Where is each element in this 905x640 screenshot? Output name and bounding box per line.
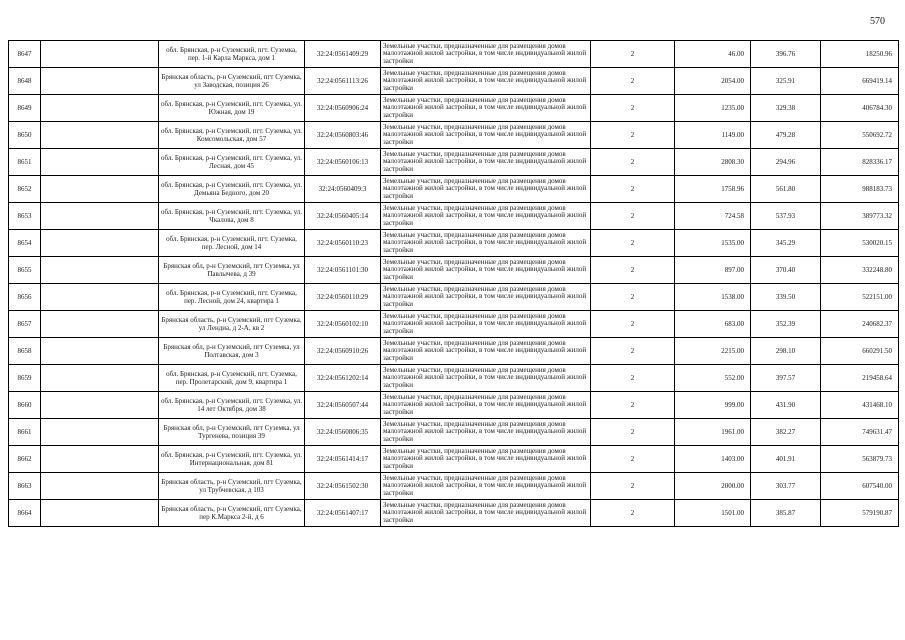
specific-value-cell: 370.40 <box>751 257 821 284</box>
table-row <box>9 392 899 419</box>
specific-value-cell: 431.90 <box>751 392 821 419</box>
cadastral-value-table <box>8 40 899 527</box>
specific-value-cell: 396.76 <box>751 41 821 68</box>
row-number: 8656 <box>9 284 41 311</box>
table-row <box>9 41 899 68</box>
row-number: 8660 <box>9 392 41 419</box>
category-cell: 2 <box>591 392 675 419</box>
land-use-cell: Земельные участки, предназначенные для размещения домов малоэтажной жилой застройки, в том числе индивидуальной жилой застройки <box>381 122 591 149</box>
cadastral-value-cell: 563879.73 <box>821 446 899 473</box>
land-use-cell: Земельные участки, предназначенные для размещения домов малоэтажной жилой застройки, в том числе индивидуальной жилой застройки <box>381 500 591 527</box>
land-use-cell: Земельные участки, предназначенные для размещения домов малоэтажной жилой застройки, в том числе индивидуальной жилой застройки <box>381 203 591 230</box>
area-cell: 46.00 <box>675 41 751 68</box>
table-row <box>9 95 899 122</box>
address-cell: Брянская область, р-н Суземский, пгт Суземка, ул Лендиа, д 2-А, кв 2 <box>159 311 305 338</box>
row-number: 8662 <box>9 446 41 473</box>
blank-cell <box>41 41 159 68</box>
area-cell: 683.00 <box>675 311 751 338</box>
blank-cell <box>41 203 159 230</box>
area-cell: 999.00 <box>675 392 751 419</box>
blank-cell <box>41 365 159 392</box>
category-cell: 2 <box>591 500 675 527</box>
blank-cell <box>41 122 159 149</box>
area-cell: 2000.00 <box>675 473 751 500</box>
category-cell: 2 <box>591 95 675 122</box>
address-cell: обл. Брянская, р-н Суземский, пгт. Суземка, пер. Лесной, дом 14 <box>159 230 305 257</box>
area-cell: 1501.00 <box>675 500 751 527</box>
cadastral-value-cell: 530020.15 <box>821 230 899 257</box>
cadastral-number-cell: 32:24:0560507:44 <box>305 392 381 419</box>
cadastral-number-cell: 32:24:0560405:14 <box>305 203 381 230</box>
address-cell: обл. Брянская, р-н Суземский, пгт. Суземка, пер. Пролетарский, дом 9, квартира 1 <box>159 365 305 392</box>
row-number: 8654 <box>9 230 41 257</box>
land-use-cell: Земельные участки, предназначенные для размещения домов малоэтажной жилой застройки, в том числе индивидуальной жилой застройки <box>381 392 591 419</box>
cadastral-value-cell: 550692.72 <box>821 122 899 149</box>
land-use-cell: Земельные участки, предназначенные для размещения домов малоэтажной жилой застройки, в том числе индивидуальной жилой застройки <box>381 149 591 176</box>
specific-value-cell: 479.28 <box>751 122 821 149</box>
row-number: 8651 <box>9 149 41 176</box>
address-cell: обл. Брянская, р-н Суземский, пгт. Суземка, ул. Лесная, дом 45 <box>159 149 305 176</box>
cadastral-value-cell: 660291.50 <box>821 338 899 365</box>
specific-value-cell: 339.50 <box>751 284 821 311</box>
cadastral-value-cell: 219458.64 <box>821 365 899 392</box>
specific-value-cell: 303.77 <box>751 473 821 500</box>
land-use-cell: Земельные участки, предназначенные для размещения домов малоэтажной жилой застройки, в том числе индивидуальной жилой застройки <box>381 284 591 311</box>
cadastral-value-cell: 988183.73 <box>821 176 899 203</box>
land-use-cell: Земельные участки, предназначенные для размещения домов малоэтажной жилой застройки, в том числе индивидуальной жилой застройки <box>381 257 591 284</box>
blank-cell <box>41 500 159 527</box>
address-cell: обл. Брянская, р-н Суземский, пгт. Суземка, пер. Лесной, дом 24, квартира 1 <box>159 284 305 311</box>
area-cell: 1235.00 <box>675 95 751 122</box>
table-row <box>9 284 899 311</box>
category-cell: 2 <box>591 365 675 392</box>
blank-cell <box>41 338 159 365</box>
cadastral-value-cell: 389773.32 <box>821 203 899 230</box>
land-use-cell: Земельные участки, предназначенные для размещения домов малоэтажной жилой застройки, в том числе индивидуальной жилой застройки <box>381 95 591 122</box>
table-row <box>9 500 899 527</box>
address-cell: обл. Брянская, р-н Суземский, пгт. Суземка, ул. Интернациональная, дом 81 <box>159 446 305 473</box>
category-cell: 2 <box>591 203 675 230</box>
category-cell: 2 <box>591 149 675 176</box>
blank-cell <box>41 230 159 257</box>
table-row <box>9 122 899 149</box>
address-cell: Брянская область, р-н Суземский, пгт Суземка, пер К.Маркса 2-й, д 6 <box>159 500 305 527</box>
specific-value-cell: 345.29 <box>751 230 821 257</box>
row-number: 8655 <box>9 257 41 284</box>
cadastral-number-cell: 32:24:0561502:30 <box>305 473 381 500</box>
cadastral-value-cell: 332248.80 <box>821 257 899 284</box>
area-cell: 2215.00 <box>675 338 751 365</box>
blank-cell <box>41 68 159 95</box>
row-number: 8648 <box>9 68 41 95</box>
blank-cell <box>41 176 159 203</box>
table-row <box>9 176 899 203</box>
category-cell: 2 <box>591 446 675 473</box>
specific-value-cell: 382.27 <box>751 419 821 446</box>
land-use-cell: Земельные участки, предназначенные для размещения домов малоэтажной жилой застройки, в том числе индивидуальной жилой застройки <box>381 230 591 257</box>
specific-value-cell: 329.38 <box>751 95 821 122</box>
area-cell: 1149.00 <box>675 122 751 149</box>
area-cell: 1403.00 <box>675 446 751 473</box>
cadastral-value-cell: 607540.00 <box>821 473 899 500</box>
cadastral-number-cell: 32:24:0561407:17 <box>305 500 381 527</box>
cadastral-number-cell: 32:24:0560409:3 <box>305 176 381 203</box>
cadastral-value-cell: 240682.37 <box>821 311 899 338</box>
cadastral-number-cell: 32:24:0560910:26 <box>305 338 381 365</box>
cadastral-number-cell: 32:24:0561414:17 <box>305 446 381 473</box>
area-cell: 2808.30 <box>675 149 751 176</box>
area-cell: 1538.00 <box>675 284 751 311</box>
cadastral-value-cell: 828336.17 <box>821 149 899 176</box>
table-row <box>9 257 899 284</box>
blank-cell <box>41 284 159 311</box>
row-number: 8661 <box>9 419 41 446</box>
cadastral-number-cell: 32:24:0561202:14 <box>305 365 381 392</box>
cadastral-number-cell: 32:24:0560806:35 <box>305 419 381 446</box>
row-number: 8653 <box>9 203 41 230</box>
address-cell: Брянская область, р-н Суземский, пгт Суземка, ул Заводская, позиция 26 <box>159 68 305 95</box>
table-row <box>9 203 899 230</box>
row-number: 8659 <box>9 365 41 392</box>
land-use-cell: Земельные участки, предназначенные для размещения домов малоэтажной жилой застройки, в том числе индивидуальной жилой застройки <box>381 338 591 365</box>
specific-value-cell: 298.10 <box>751 338 821 365</box>
row-number: 8652 <box>9 176 41 203</box>
address-cell: Брянская область, р-н Суземский, пгт Суземка, ул Трубчевская, д 103 <box>159 473 305 500</box>
specific-value-cell: 561.80 <box>751 176 821 203</box>
land-use-cell: Земельные участки, предназначенные для размещения домов малоэтажной жилой застройки, в том числе индивидуальной жилой застройки <box>381 41 591 68</box>
category-cell: 2 <box>591 176 675 203</box>
specific-value-cell: 401.91 <box>751 446 821 473</box>
land-use-cell: Земельные участки, предназначенные для размещения домов малоэтажной жилой застройки, в том числе индивидуальной жилой застройки <box>381 419 591 446</box>
blank-cell <box>41 446 159 473</box>
land-use-cell: Земельные участки, предназначенные для размещения домов малоэтажной жилой застройки, в том числе индивидуальной жилой застройки <box>381 311 591 338</box>
blank-cell <box>41 149 159 176</box>
table-row <box>9 311 899 338</box>
area-cell: 1961.00 <box>675 419 751 446</box>
table-row <box>9 230 899 257</box>
cadastral-number-cell: 32:24:0561113:26 <box>305 68 381 95</box>
specific-value-cell: 352.39 <box>751 311 821 338</box>
address-cell: обл. Брянская, р-н Суземский, пгт. Суземка, ул. Комсомольская, дом 57 <box>159 122 305 149</box>
cadastral-number-cell: 32:24:0560803:46 <box>305 122 381 149</box>
cadastral-number-cell: 32:24:0560110:23 <box>305 230 381 257</box>
address-cell: обл. Брянская, р-н Суземский, пгт. Суземка, ул. Южная, дом 19 <box>159 95 305 122</box>
table-row <box>9 473 899 500</box>
land-use-cell: Земельные участки, предназначенные для размещения домов малоэтажной жилой застройки, в том числе индивидуальной жилой застройки <box>381 446 591 473</box>
category-cell: 2 <box>591 419 675 446</box>
row-number: 8649 <box>9 95 41 122</box>
cadastral-number-cell: 32:24:0561101:30 <box>305 257 381 284</box>
cadastral-number-cell: 32:24:0560102:10 <box>305 311 381 338</box>
category-cell: 2 <box>591 122 675 149</box>
land-use-cell: Земельные участки, предназначенные для размещения домов малоэтажной жилой застройки, в том числе индивидуальной жилой застройки <box>381 68 591 95</box>
area-cell: 552.00 <box>675 365 751 392</box>
cadastral-value-cell: 406784.30 <box>821 95 899 122</box>
address-cell: обл. Брянская, р-н Суземский, пгт. Суземка, ул. Демьяна Бедного, дом 20 <box>159 176 305 203</box>
cadastral-number-cell: 32:24:0561409:29 <box>305 41 381 68</box>
category-cell: 2 <box>591 473 675 500</box>
cadastral-number-cell: 32:24:0560906:24 <box>305 95 381 122</box>
cadastral-value-cell: 431468.10 <box>821 392 899 419</box>
row-number: 8650 <box>9 122 41 149</box>
table-row <box>9 419 899 446</box>
row-number: 8664 <box>9 500 41 527</box>
specific-value-cell: 537.93 <box>751 203 821 230</box>
table-row <box>9 365 899 392</box>
row-number: 8657 <box>9 311 41 338</box>
table-row <box>9 338 899 365</box>
address-cell: Брянская обл, р-н Суземский, пгт Суземка, ул Павлычева, д 39 <box>159 257 305 284</box>
land-use-cell: Земельные участки, предназначенные для размещения домов малоэтажной жилой застройки, в том числе индивидуальной жилой застройки <box>381 365 591 392</box>
category-cell: 2 <box>591 311 675 338</box>
cadastral-value-cell: 579190.87 <box>821 500 899 527</box>
table-row <box>9 68 899 95</box>
row-number: 8647 <box>9 41 41 68</box>
blank-cell <box>41 473 159 500</box>
address-cell: Брянская обл, р-н Суземский, пгт Суземка, ул Тургенева, позиция 39 <box>159 419 305 446</box>
area-cell: 897.00 <box>675 257 751 284</box>
specific-value-cell: 397.57 <box>751 365 821 392</box>
specific-value-cell: 294.96 <box>751 149 821 176</box>
land-use-cell: Земельные участки, предназначенные для размещения домов малоэтажной жилой застройки, в том числе индивидуальной жилой застройки <box>381 176 591 203</box>
blank-cell <box>41 392 159 419</box>
land-use-cell: Земельные участки, предназначенные для размещения домов малоэтажной жилой застройки, в том числе индивидуальной жилой застройки <box>381 473 591 500</box>
cadastral-number-cell: 32:24:0560110:29 <box>305 284 381 311</box>
table-body <box>9 41 899 527</box>
cadastral-value-cell: 522151.00 <box>821 284 899 311</box>
category-cell: 2 <box>591 284 675 311</box>
address-cell: обл. Брянская, р-н Суземский, пгт. Суземка, пер. 1-й Карла Маркса, дом 1 <box>159 41 305 68</box>
area-cell: 724.58 <box>675 203 751 230</box>
address-cell: обл. Брянская, р-н Суземский, пгт. Суземка, ул. Чкалова, дом 8 <box>159 203 305 230</box>
address-cell: Брянская обл, р-н Суземский, пгт Суземка, ул Полтавская, дом 3 <box>159 338 305 365</box>
category-cell: 2 <box>591 257 675 284</box>
area-cell: 1758.96 <box>675 176 751 203</box>
table-row <box>9 446 899 473</box>
blank-cell <box>41 95 159 122</box>
blank-cell <box>41 257 159 284</box>
cadastral-number-cell: 32:24:0560106:13 <box>305 149 381 176</box>
category-cell: 2 <box>591 41 675 68</box>
specific-value-cell: 385.87 <box>751 500 821 527</box>
cadastral-value-cell: 669419.14 <box>821 68 899 95</box>
blank-cell <box>41 311 159 338</box>
table-row <box>9 149 899 176</box>
category-cell: 2 <box>591 230 675 257</box>
blank-cell <box>41 419 159 446</box>
address-cell: обл. Брянская, р-н Суземский, пгт. Суземка, ул. 14 лет Октября, дом 38 <box>159 392 305 419</box>
category-cell: 2 <box>591 68 675 95</box>
cadastral-value-cell: 749631.47 <box>821 419 899 446</box>
area-cell: 2054.00 <box>675 68 751 95</box>
area-cell: 1535.00 <box>675 230 751 257</box>
cadastral-value-cell: 18250.96 <box>821 41 899 68</box>
row-number: 8658 <box>9 338 41 365</box>
category-cell: 2 <box>591 338 675 365</box>
row-number: 8663 <box>9 473 41 500</box>
specific-value-cell: 325.91 <box>751 68 821 95</box>
page-number: 570 <box>870 16 885 27</box>
